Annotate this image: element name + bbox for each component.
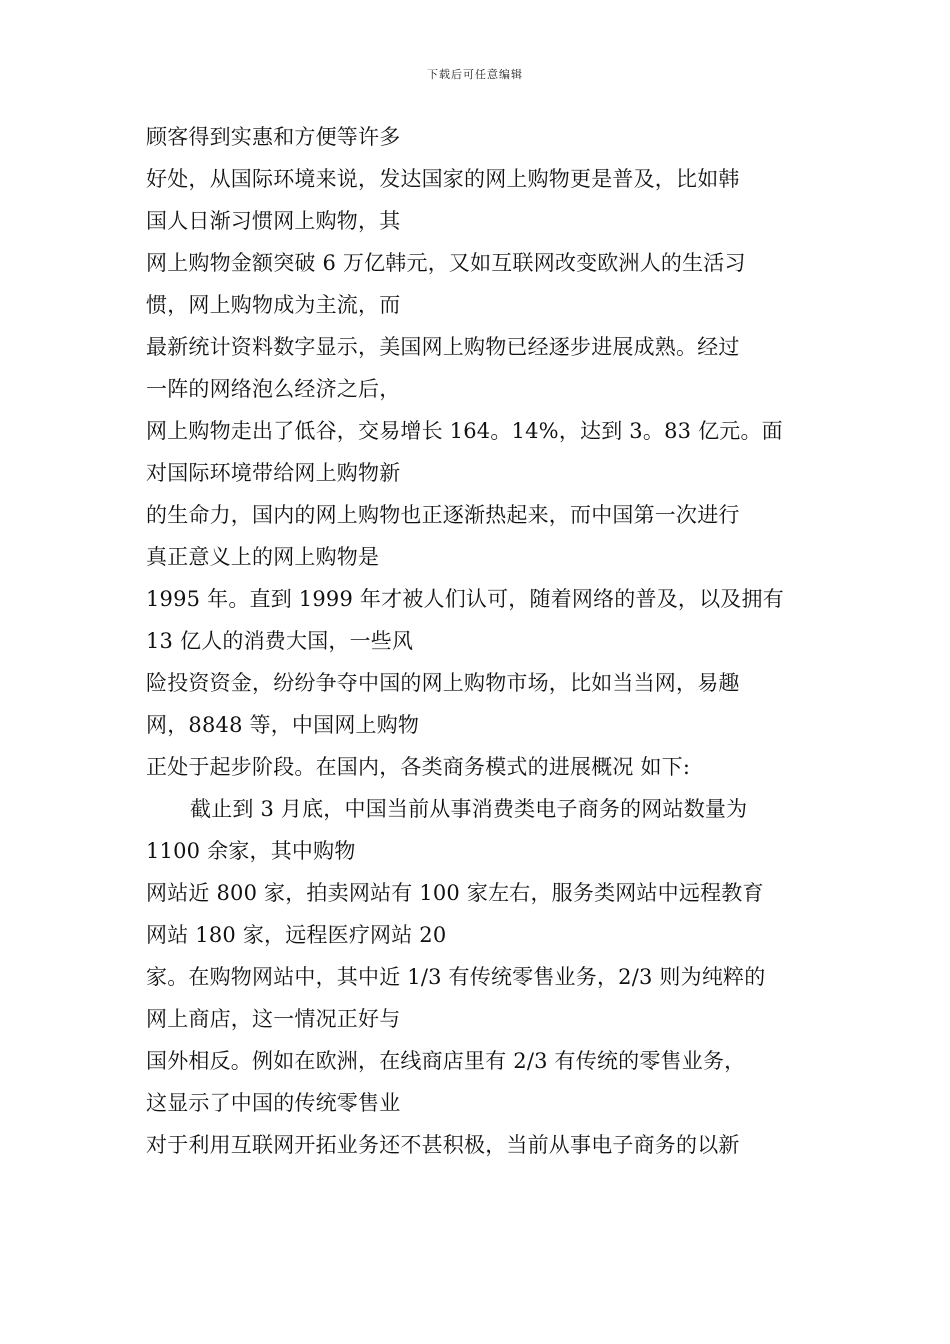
page-header-note: 下载后可任意编辑 <box>427 68 523 81</box>
text-line: 网上商店，这一情况正好与 <box>146 1007 401 1031</box>
text-line: 网站近 800 家，拍卖网站有 100 家左右，服务类网站中远程教育 <box>146 881 764 905</box>
text-line: 1995 年。直到 1999 年才被人们认可，随着网络的普及，以及拥有 <box>146 587 784 611</box>
text-line: 正处于起步阶段。在国内，各类商务模式的进展概况 如下: <box>146 755 691 779</box>
document-body <box>146 116 810 1166</box>
text-line: 的生命力，国内的网上购物也正逐渐热起来，而中国第一次进行 <box>146 503 740 527</box>
text-line: 网上购物走出了低谷，交易增长 164。14%，达到 3。83 亿元。面 <box>146 419 783 443</box>
text-line: 好处，从国际环境来说，发达国家的网上购物更是普及，比如韩 <box>146 167 740 191</box>
text-line: 顾客得到实惠和方便等许多 <box>146 125 401 149</box>
text-line: 最新统计资料数字显示，美国网上购物已经逐步进展成熟。经过 <box>146 335 740 359</box>
text-line: 家。在购物网站中，其中近 1/3 有传统零售业务，2/3 则为纯粹的 <box>146 965 766 989</box>
text-line: 13 亿人的消费大国，一些风 <box>146 629 414 653</box>
text-line: 真正意义上的网上购物是 <box>146 545 380 569</box>
text-line: 对于利用互联网开拓业务还不甚积极，当前从事电子商务的以新 <box>146 1133 740 1157</box>
text-line: 国人日渐习惯网上购物，其 <box>146 209 401 233</box>
text-line: 网，8848 等，中国网上购物 <box>146 713 420 737</box>
text-line: 这显示了中国的传统零售业 <box>146 1091 401 1115</box>
text-line: 对国际环境带给网上购物新 <box>146 461 401 485</box>
text-line-indented: 截止到 3 月底，中国当前从事消费类电子商务的网站数量为 <box>190 797 748 821</box>
text-line: 一阵的网络泡么经济之后， <box>146 377 401 401</box>
text-line: 国外相反。例如在欧洲，在线商店里有 2/3 有传统的零售业务， <box>146 1049 746 1073</box>
text-line: 网上购物金额突破 6 万亿韩元，又如互联网改变欧洲人的生活习 <box>146 251 746 275</box>
text-line: 惯，网上购物成为主流，而 <box>146 293 401 317</box>
text-line: 1100 余家，其中购物 <box>146 839 356 863</box>
text-line: 险投资资金，纷纷争夺中国的网上购物市场，比如当当网，易趣 <box>146 671 740 695</box>
text-line: 网站 180 家，远程医疗网站 20 <box>146 923 447 947</box>
